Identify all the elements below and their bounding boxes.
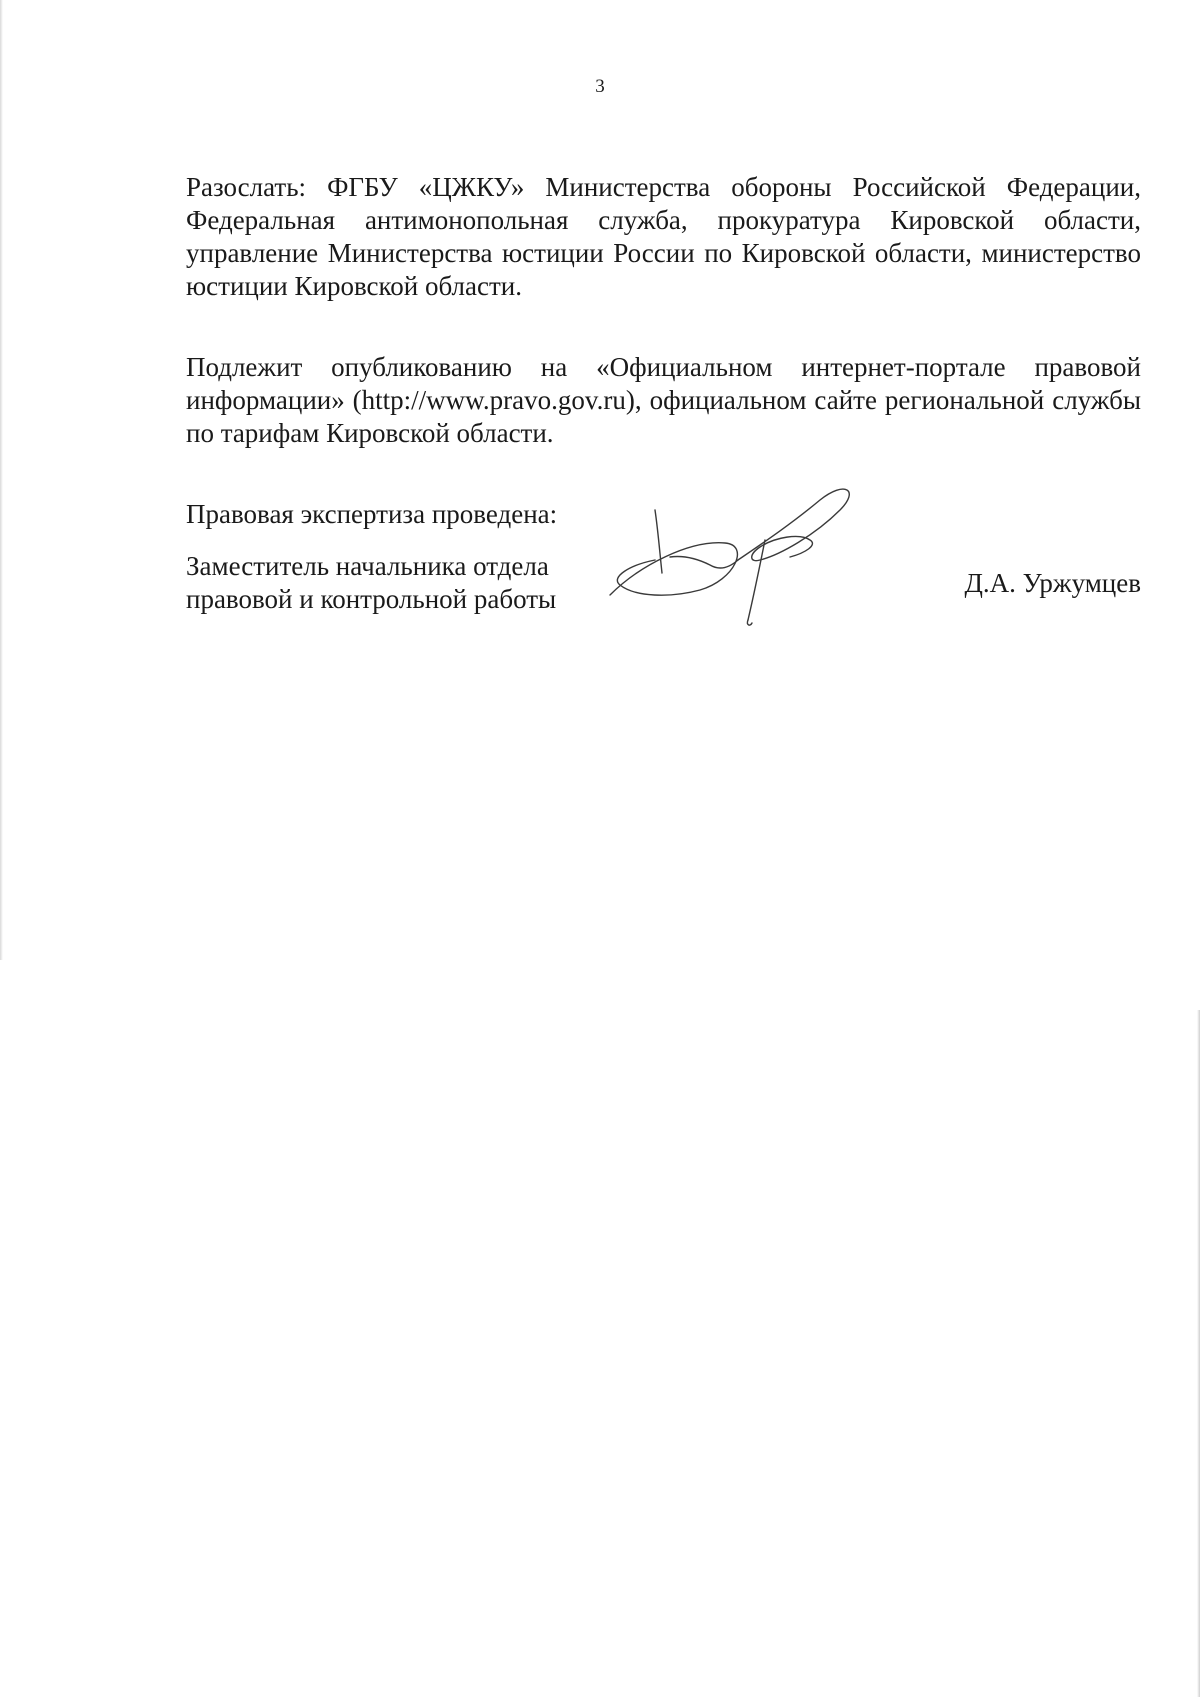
legal-check-label: Правовая экспертиза проведена:	[186, 499, 558, 529]
signer-name: Д.А. Уржумцев	[964, 568, 1141, 598]
signature-stroke-dash	[670, 556, 738, 567]
distribution-paragraph: Разослать: ФГБУ «ЦЖКУ» Министерства обороны Российской Федерации, Федеральная антимонопольная служба, прокуратура Кировской области, управление Министерства юстиции России по Кировской области, министерство юстиции Кировской области.	[186, 172, 1141, 301]
signer-position: Заместитель начальника отдела правовой и контрольной работы	[186, 551, 557, 614]
signature-stroke-hook	[747, 620, 752, 625]
signature	[600, 485, 900, 630]
page-number: 3	[595, 76, 605, 97]
signature-stroke-cross	[655, 510, 662, 573]
publication-paragraph: Подлежит опубликованию на «Официальном интернет-портале правовой информации» (http://www.pravo.gov.ru), официальном сайте региональной службы по тарифам Кировской области.	[186, 352, 1141, 448]
scan-edge-left	[0, 0, 3, 960]
signature-strokes	[610, 489, 849, 625]
signature-stroke-tail	[738, 489, 849, 561]
signature-stroke-loop	[610, 543, 737, 595]
